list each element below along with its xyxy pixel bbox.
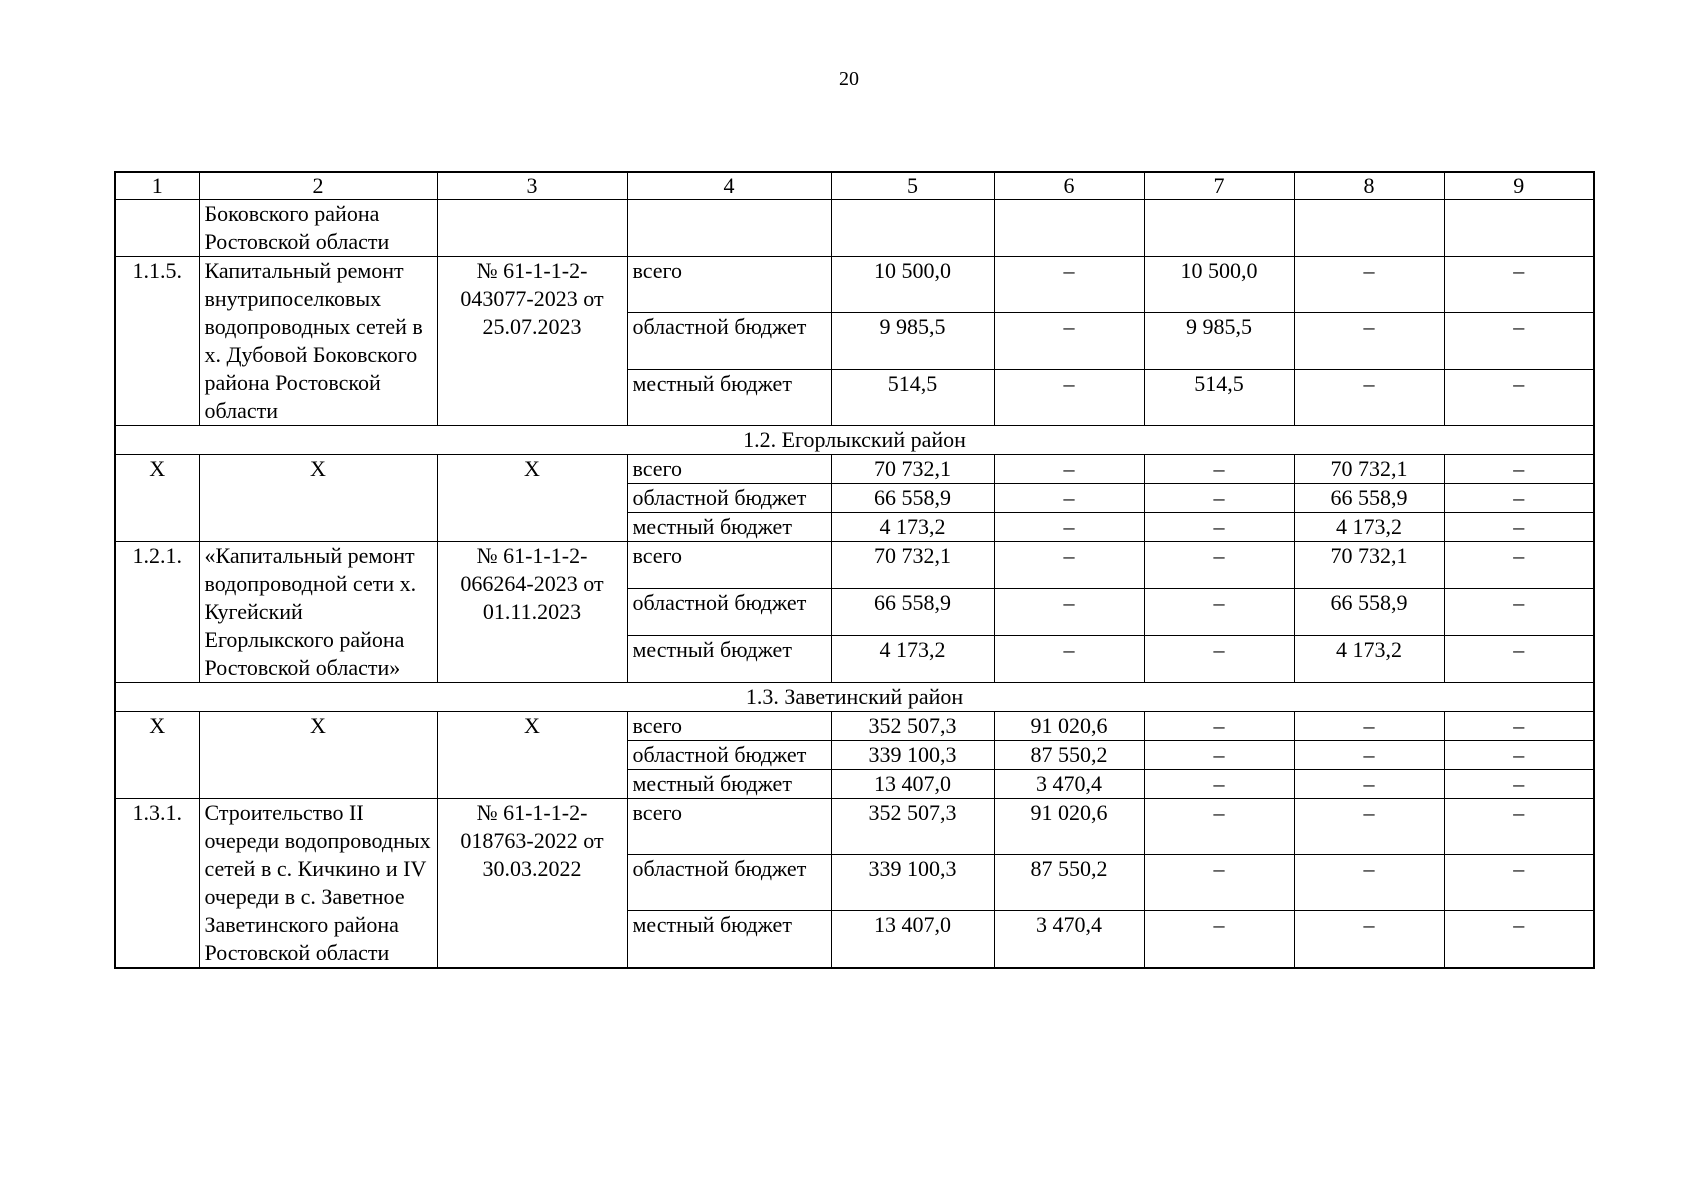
section-title: 1.2. Егорлыкский район [115, 426, 1594, 455]
budget-label-cell: областной бюджет [627, 741, 831, 770]
value-cell: – [1444, 513, 1594, 542]
header-cell: 2 [199, 172, 437, 200]
budget-label-cell: местный бюджет [627, 770, 831, 799]
value-cell: – [1144, 455, 1294, 484]
header-cell: 4 [627, 172, 831, 200]
value-cell: – [1444, 799, 1594, 855]
value-cell [831, 200, 994, 257]
header-cell: 9 [1444, 172, 1594, 200]
budget-label-cell: всего [627, 799, 831, 855]
value-cell: – [994, 369, 1144, 425]
budget-label-cell: областной бюджет [627, 855, 831, 911]
budget-label-cell: областной бюджет [627, 313, 831, 369]
value-cell: – [1144, 636, 1294, 683]
value-cell: 514,5 [831, 369, 994, 425]
value-cell: – [1444, 369, 1594, 425]
doc-cell [437, 200, 627, 257]
value-cell: – [1444, 712, 1594, 741]
value-cell: 66 558,9 [831, 484, 994, 513]
total-name-cell: Х [199, 712, 437, 799]
num-cell: 1.2.1. [115, 542, 199, 683]
total-doc-cell: Х [437, 712, 627, 799]
budget-label-cell: областной бюджет [627, 484, 831, 513]
object-name-cell: Капитальный ремонт внутрипоселковых водопроводных сетей в х. Дубовой Боковского района Ростовской области [199, 257, 437, 426]
value-cell: – [994, 513, 1144, 542]
value-cell: – [1144, 484, 1294, 513]
budget-label-cell: всего [627, 257, 831, 313]
value-cell: – [1144, 911, 1294, 968]
value-cell: – [1294, 369, 1444, 425]
value-cell: – [994, 455, 1144, 484]
num-cell: 1.3.1. [115, 799, 199, 969]
label-cell [627, 200, 831, 257]
num-cell: 1.1.5. [115, 257, 199, 426]
object-name-cell: «Капитальный ремонт водопроводной сети х. Кугейский Егорлыкского района Ростовской области» [199, 542, 437, 683]
num-cell [115, 200, 199, 257]
value-cell [1144, 200, 1294, 257]
value-cell: – [1294, 855, 1444, 911]
value-cell: – [1444, 770, 1594, 799]
value-cell: 87 550,2 [994, 741, 1144, 770]
value-cell: – [994, 484, 1144, 513]
total-doc-cell: Х [437, 455, 627, 542]
object-row [115, 257, 1594, 313]
value-cell: 10 500,0 [1144, 257, 1294, 313]
value-cell: – [994, 589, 1144, 636]
budget-label-cell: всего [627, 455, 831, 484]
value-cell: – [1144, 741, 1294, 770]
value-cell: – [1144, 799, 1294, 855]
value-cell: 9 985,5 [1144, 313, 1294, 369]
header-cell: 1 [115, 172, 199, 200]
value-cell: – [1294, 799, 1444, 855]
continuation-row [115, 200, 1594, 257]
value-cell: 66 558,9 [1294, 484, 1444, 513]
value-cell: – [1144, 855, 1294, 911]
value-cell: – [994, 313, 1144, 369]
value-cell: – [1294, 313, 1444, 369]
value-cell: 4 173,2 [1294, 513, 1444, 542]
value-cell: – [1444, 741, 1594, 770]
object-name-cell: Боковского района Ростовской области [199, 200, 437, 257]
object-row [115, 542, 1594, 589]
value-cell: 66 558,9 [831, 589, 994, 636]
total-name-cell: Х [199, 455, 437, 542]
header-cell: 5 [831, 172, 994, 200]
value-cell: – [1144, 542, 1294, 589]
value-cell: 352 507,3 [831, 799, 994, 855]
value-cell: – [1144, 770, 1294, 799]
budget-table [114, 171, 1595, 969]
value-cell: – [1294, 770, 1444, 799]
value-cell: 3 470,4 [994, 911, 1144, 968]
value-cell [1294, 200, 1444, 257]
budget-label-cell: всего [627, 542, 831, 589]
value-cell [994, 200, 1144, 257]
value-cell: 13 407,0 [831, 770, 994, 799]
value-cell: 10 500,0 [831, 257, 994, 313]
doc-cell: № 61-1-1-2-066264-2023 от 01.11.2023 [437, 542, 627, 683]
value-cell: 13 407,0 [831, 911, 994, 968]
value-cell: 70 732,1 [1294, 455, 1444, 484]
doc-cell: № 61-1-1-2-018763-2022 от 30.03.2022 [437, 799, 627, 969]
object-row [115, 799, 1594, 855]
object-name-cell: Строительство II очереди водопроводных сетей в с. Кичкино и IV очереди в с. Заветное Заветинского района Ростовской области [199, 799, 437, 969]
value-cell: – [1144, 589, 1294, 636]
value-cell: – [1294, 257, 1444, 313]
section-header-row [115, 426, 1594, 455]
value-cell: – [1444, 542, 1594, 589]
value-cell: – [1444, 589, 1594, 636]
value-cell: – [1444, 855, 1594, 911]
total-num-cell: Х [115, 455, 199, 542]
value-cell: – [1444, 455, 1594, 484]
section-title: 1.3. Заветинский район [115, 683, 1594, 712]
header-cell: 6 [994, 172, 1144, 200]
value-cell: – [1144, 712, 1294, 741]
budget-label-cell: местный бюджет [627, 636, 831, 683]
header-cell: 8 [1294, 172, 1444, 200]
budget-label-cell: всего [627, 712, 831, 741]
value-cell: – [994, 542, 1144, 589]
value-cell: – [1444, 484, 1594, 513]
value-cell: – [1294, 911, 1444, 968]
value-cell: 66 558,9 [1294, 589, 1444, 636]
value-cell: – [1294, 712, 1444, 741]
budget-label-cell: местный бюджет [627, 369, 831, 425]
total-num-cell: Х [115, 712, 199, 799]
page-number: 20 [839, 68, 859, 90]
value-cell: 91 020,6 [994, 799, 1144, 855]
value-cell: 70 732,1 [1294, 542, 1444, 589]
value-cell: 9 985,5 [831, 313, 994, 369]
value-cell: 4 173,2 [831, 636, 994, 683]
header-row [115, 172, 1594, 200]
value-cell: 70 732,1 [831, 542, 994, 589]
section-total-row [115, 455, 1594, 484]
section-header-row [115, 683, 1594, 712]
header-cell: 7 [1144, 172, 1294, 200]
value-cell: 352 507,3 [831, 712, 994, 741]
value-cell: 70 732,1 [831, 455, 994, 484]
budget-label-cell: местный бюджет [627, 911, 831, 968]
value-cell [1444, 200, 1594, 257]
value-cell: – [1144, 513, 1294, 542]
budget-label-cell: областной бюджет [627, 589, 831, 636]
value-cell: 339 100,3 [831, 741, 994, 770]
budget-label-cell: местный бюджет [627, 513, 831, 542]
value-cell: – [1294, 741, 1444, 770]
header-cell: 3 [437, 172, 627, 200]
value-cell: – [1444, 257, 1594, 313]
doc-cell: № 61-1-1-2-043077-2023 от 25.07.2023 [437, 257, 627, 426]
value-cell: – [994, 257, 1144, 313]
value-cell: – [1444, 911, 1594, 968]
value-cell: 3 470,4 [994, 770, 1144, 799]
value-cell: 4 173,2 [1294, 636, 1444, 683]
value-cell: – [1444, 636, 1594, 683]
value-cell: 339 100,3 [831, 855, 994, 911]
value-cell: 91 020,6 [994, 712, 1144, 741]
value-cell: – [1444, 313, 1594, 369]
value-cell: 514,5 [1144, 369, 1294, 425]
value-cell: 4 173,2 [831, 513, 994, 542]
value-cell: 87 550,2 [994, 855, 1144, 911]
value-cell: – [994, 636, 1144, 683]
section-total-row [115, 712, 1594, 741]
